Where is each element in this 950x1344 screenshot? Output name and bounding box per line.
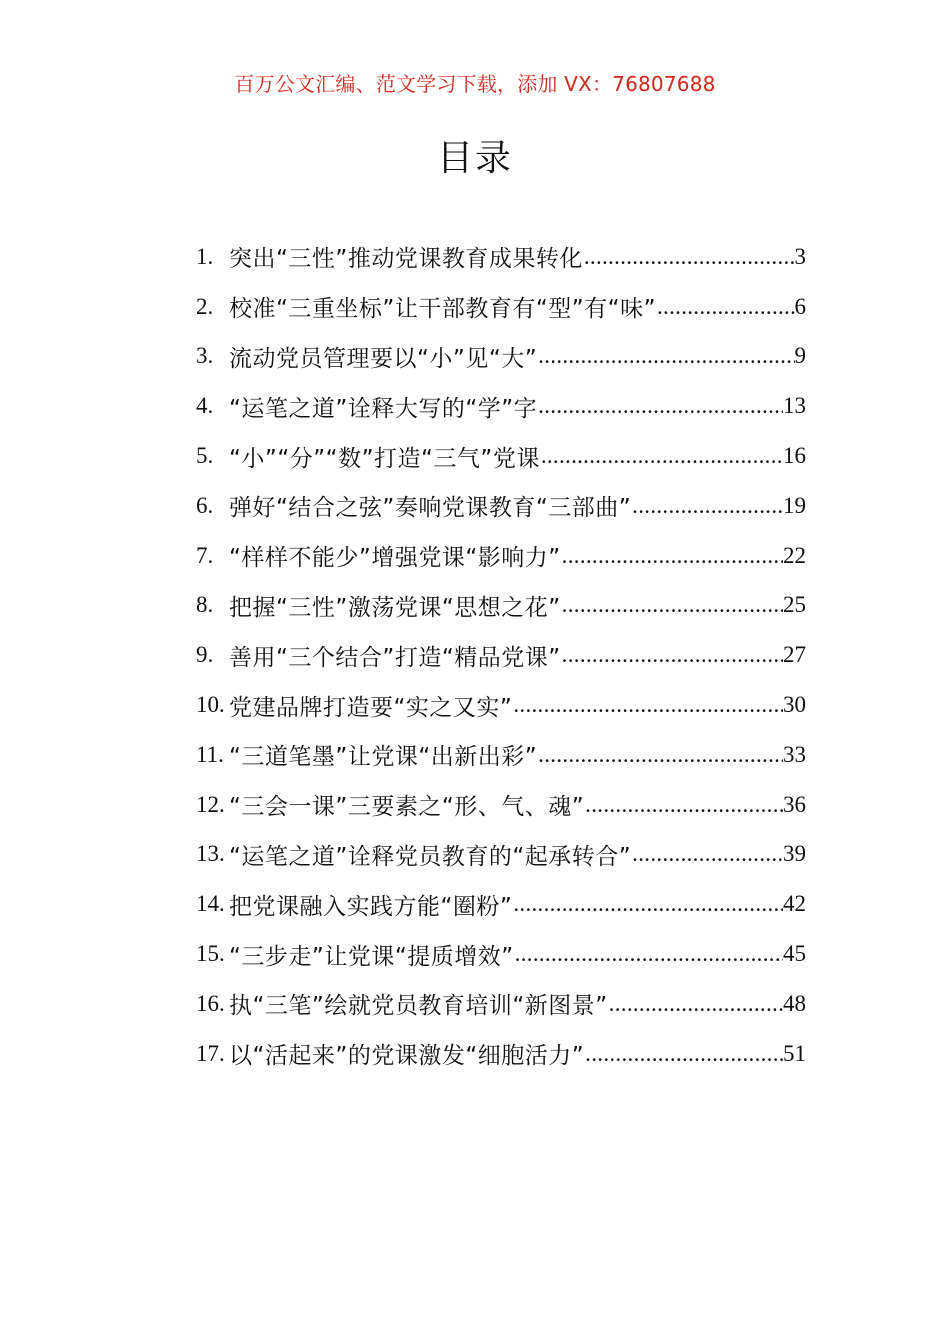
toc-entry-title: 执“三笔”绘就党员教育培训“新图景” <box>229 993 608 1020</box>
toc-entry-page-number: 33 <box>783 741 806 767</box>
toc-entry[interactable] <box>196 282 806 332</box>
toc-entry-page-number: 16 <box>783 443 806 469</box>
toc-entry[interactable] <box>196 531 806 581</box>
toc-entry-title: 党建品牌打造要“实之又实” <box>229 694 513 721</box>
toc-entry-page-number: 25 <box>783 592 806 618</box>
toc-entry-number: 9. <box>196 642 214 668</box>
toc-entry-number: 4. <box>196 393 214 419</box>
toc-entry-page-number: 19 <box>783 492 806 518</box>
toc-entry-page-number: 3 <box>794 243 806 269</box>
toc-entry[interactable] <box>196 780 806 830</box>
toc-entry-number: 12. <box>196 791 225 817</box>
toc-dot-leader <box>537 343 794 369</box>
toc-entry-number: 6. <box>196 492 214 518</box>
toc-dot-leader <box>584 1041 783 1067</box>
toc-entry-number: 7. <box>196 542 214 568</box>
toc-entry-page-number: 30 <box>783 692 806 718</box>
toc-entry-title: “三道笔墨”让党课“出新出彩” <box>229 744 538 771</box>
toc-entry-page-number: 45 <box>783 941 806 967</box>
toc-entry-title: “运笔之道”诠释大写的“学”字 <box>229 395 538 422</box>
toc-entry[interactable] <box>196 630 806 680</box>
toc-entry[interactable] <box>196 232 806 282</box>
toc-dot-leader <box>561 592 783 618</box>
toc-entry-number: 3. <box>196 343 214 369</box>
toc-entry-number: 14. <box>196 891 225 917</box>
toc-entry[interactable] <box>196 730 806 780</box>
toc-entry-title: 把握“三性”激荡党课“思想之花” <box>229 594 561 621</box>
toc-entry[interactable] <box>196 830 806 880</box>
toc-entry[interactable] <box>196 680 806 730</box>
toc-dot-leader <box>512 692 783 718</box>
toc-entry-number: 8. <box>196 592 214 618</box>
toc-dot-leader <box>561 543 783 569</box>
toc-entry-number: 17. <box>196 1040 225 1066</box>
toc-entry[interactable] <box>196 929 806 979</box>
toc-entry-page-number: 36 <box>783 791 806 817</box>
toc-dot-leader <box>540 443 783 469</box>
toc-entry[interactable] <box>196 381 806 431</box>
toc-entry-page-number: 27 <box>783 642 806 668</box>
toc-dot-leader <box>656 294 795 320</box>
toc-entry-page-number: 39 <box>783 841 806 867</box>
toc-entry-page-number: 51 <box>783 1040 806 1066</box>
toc-entry-page-number: 6 <box>794 293 806 319</box>
toc-dot-leader <box>608 991 783 1017</box>
toc-entry-title: 流动党员管理要以“小”见“大” <box>229 345 538 372</box>
toc-dot-leader <box>584 792 783 818</box>
toc-dot-leader <box>583 244 795 270</box>
toc-entry[interactable] <box>196 481 806 531</box>
toc-entry[interactable] <box>196 979 806 1029</box>
toc-entry-number: 15. <box>196 941 225 967</box>
toc-entry-title: “运笔之道”诠释党员教育的“起承转合” <box>229 843 632 870</box>
toc-dot-leader <box>631 493 783 519</box>
toc-entry-title: 校准“三重坐标”让干部教育有“型”有“味” <box>229 296 656 323</box>
toc-entry[interactable] <box>196 431 806 481</box>
toc-entry-number: 11. <box>196 741 224 767</box>
toc-entry-title: 弹好“结合之弦”奏响党课教育“三部曲” <box>229 495 632 522</box>
toc-entry[interactable] <box>196 879 806 929</box>
toc-entry-title: “样样不能少”增强党课“影响力” <box>229 545 561 572</box>
toc-dot-leader <box>537 742 783 768</box>
toc-entry-page-number: 42 <box>783 891 806 917</box>
toc-entry-number: 2. <box>196 293 214 319</box>
toc-entry-number: 5. <box>196 443 214 469</box>
toc-dot-leader <box>561 642 783 668</box>
table-of-contents <box>196 232 806 1079</box>
toc-entry-number: 16. <box>196 990 225 1016</box>
toc-entry-title: 突出“三性”推动党课教育成果转化 <box>229 246 583 273</box>
toc-entry-title: 善用“三个结合”打造“精品党课” <box>229 644 561 671</box>
toc-dot-leader <box>514 941 783 967</box>
toc-entry-number: 13. <box>196 841 225 867</box>
toc-entry-page-number: 48 <box>783 990 806 1016</box>
toc-entry-title: “小”“分”“数”打造“三气”党课 <box>229 445 540 472</box>
toc-entry[interactable] <box>196 581 806 631</box>
toc-entry-title: 以“活起来”的党课激发“细胞活力” <box>229 1043 585 1070</box>
toc-entry[interactable] <box>196 1029 806 1079</box>
toc-entry-title: “三步走”让党课“提质增效” <box>229 943 514 970</box>
header-note: 百万公文汇编、范文学习下载，添加 VX：76807688 <box>234 72 716 96</box>
toc-entry-number: 1. <box>196 243 214 269</box>
toc-entry-page-number: 9 <box>794 343 806 369</box>
toc-dot-leader <box>512 891 783 917</box>
toc-entry-number: 10. <box>196 692 225 718</box>
toc-dot-leader <box>631 841 783 867</box>
toc-entry[interactable] <box>196 332 806 382</box>
toc-entry-title: “三会一课”三要素之“形、气、魂” <box>229 794 585 821</box>
toc-dot-leader <box>537 393 783 419</box>
page-title: 目录 <box>436 138 513 179</box>
toc-entry-page-number: 22 <box>783 542 806 568</box>
toc-entry-title: 把党课融入实践方能“圈粉” <box>229 893 513 920</box>
toc-entry-page-number: 13 <box>783 393 806 419</box>
